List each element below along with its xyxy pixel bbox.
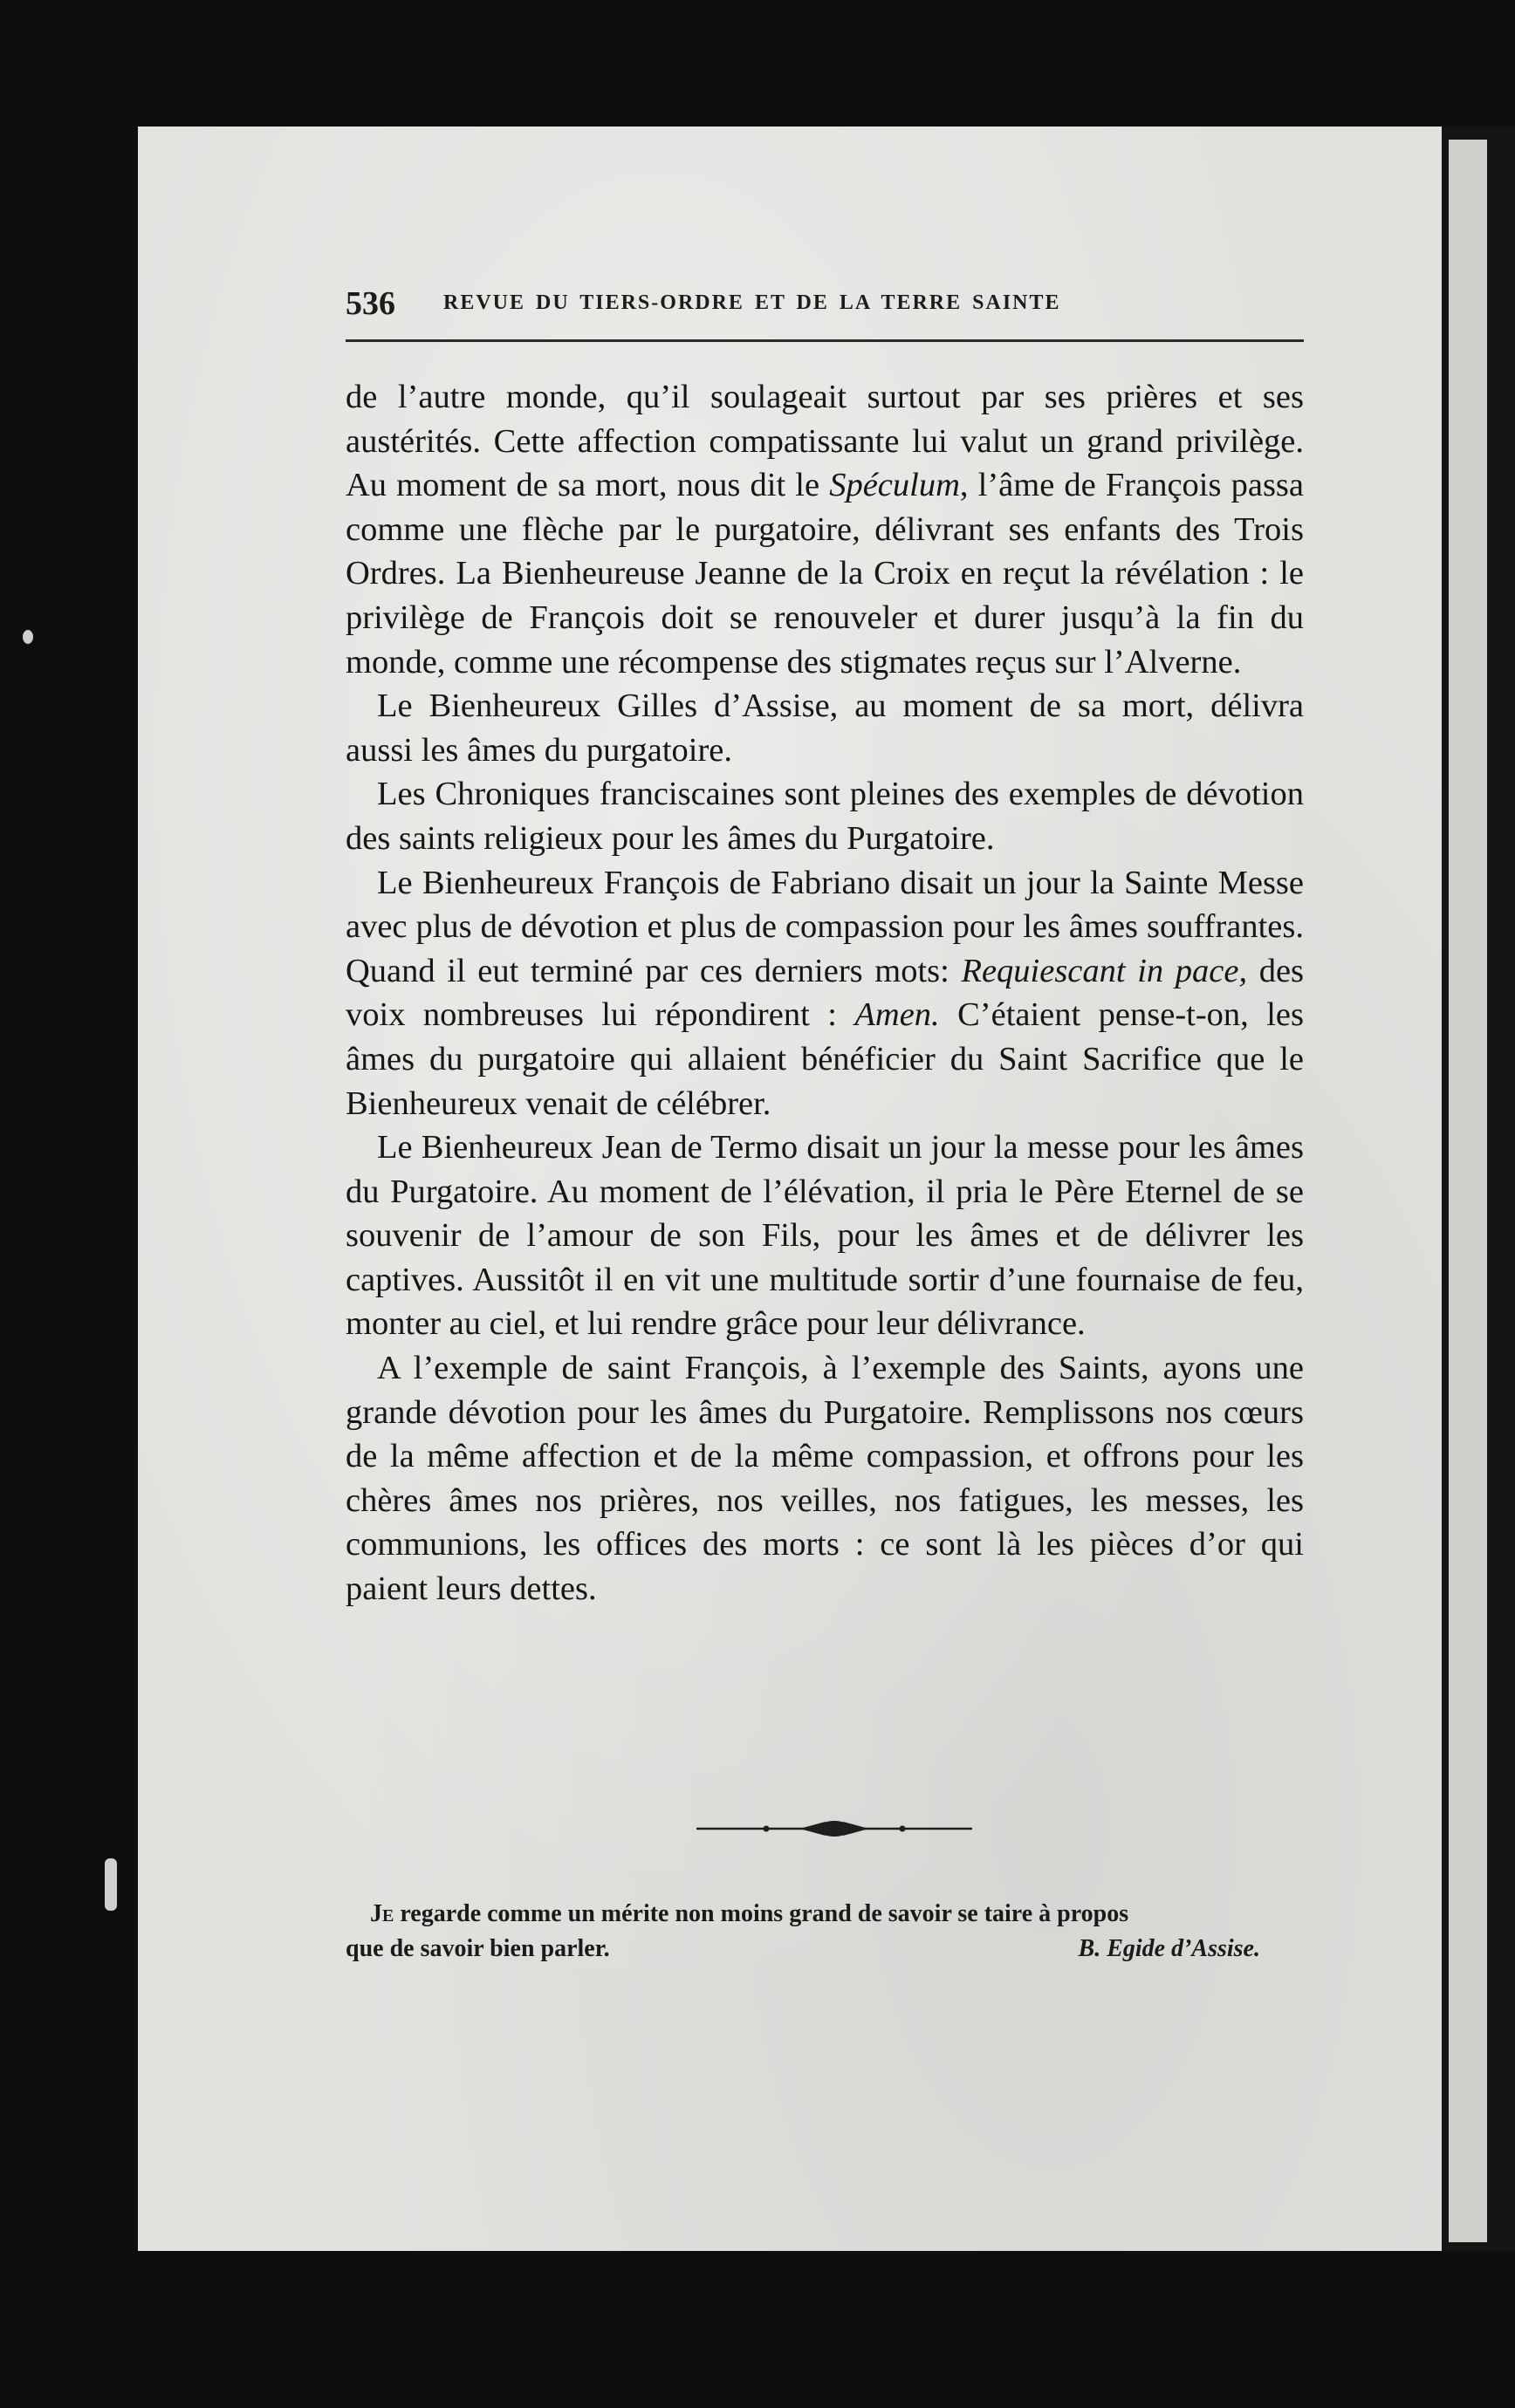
ornamental-divider [695, 1816, 974, 1841]
paragraph-text: C’étaient pense-t-on, les âmes du purgatoire qui allaient bénéficier du Saint Sacrifice que le Bienheureux venait de célébrer. [346, 996, 1304, 1122]
paragraph [346, 861, 1304, 1126]
quote-line [346, 1897, 1306, 1932]
running-head [346, 281, 1300, 330]
quote-text: regarde comme un mérite non moins grand de savoir se taire à propos [394, 1900, 1129, 1927]
closing-quote [346, 1897, 1306, 1967]
article-body [346, 375, 1304, 1611]
italic-text: Requiescant in pace, [961, 952, 1248, 989]
paragraph [346, 375, 1304, 684]
paragraph: A l’exemple de saint François, à l’exemple des Saints, ayons une grande dévotion pour les âmes du Purgatoire. Remplissons nos cœurs de la même affection et de la même compassion, et offrons pour les chères âmes nos prières, nos veilles, nos fatigues, les messes, les communions, les offices des morts : ce sont là les pièces d’or qui paient leurs dettes. [346, 1350, 1304, 1608]
paragraph-text: de l’autre monde, qu’il soulageait surtout par ses prières et ses austérités. Cette affection compatissante lui valut un grand privilège. Au moment de sa mort, nous dit le [346, 379, 1304, 504]
paragraph: Les Chroniques franciscaines sont pleines des exemples de dévotion des saints religieux pour les âmes du Purgatoire. [346, 776, 1304, 857]
paragraph-text: Le Bienheureux François de Fabriano disait un jour la Sainte Messe avec plus de dévotion et plus de compassion pour les âmes souffrantes. Quand il eut terminé par ces derniers mots: [346, 864, 1304, 989]
italic-text: Amen. [854, 996, 940, 1034]
dust-speck [105, 1858, 117, 1911]
quote-line [346, 1932, 1306, 1967]
adjacent-page-edge [1449, 140, 1487, 2242]
quote-initial-word: Je [370, 1900, 394, 1927]
paragraph-text: des voix nombreuses lui répondirent : [346, 952, 1305, 1034]
paragraph: Le Bienheureux Jean de Termo disait un jour la messe pour les âmes du Purgatoire. Au moment de l’élévation, il pria le Père Eternel de se souvenir de l’amour de son Fils, pour les âmes et de délivrer les captives. Aussitôt il en vit une multitude sortir d’une fournaise de feu, monter au ciel, et lui rendre grâce pour leur délivrance. [346, 1129, 1304, 1343]
paragraph: Le Bienheureux Gilles d’Assise, au moment de sa mort, délivra aussi les âmes du purgatoire. [346, 688, 1304, 769]
italic-text: Spéculum [829, 467, 960, 504]
paragraph-text: , l’âme de François passa comme une flèche par le purgatoire, délivrant ses enfants des Trois Ordres. La Bienheureuse Jeanne de la Croix en reçut la révélation : le privilège de François doit se renouveler et durer jusqu’à la fin du monde, comme une récompense des stigmates reçus sur l’Alverne. [346, 467, 1304, 681]
page-number: 536 [346, 285, 395, 322]
quote-attribution: B. Egide d’Assise. [1078, 1935, 1260, 1962]
header-rule [346, 339, 1304, 342]
quote-text: que de savoir bien parler. [346, 1935, 610, 1962]
running-title: REVUE DU TIERS-ORDRE ET DE LA TERRE SAINTE [443, 291, 1061, 314]
dust-speck [23, 630, 33, 644]
